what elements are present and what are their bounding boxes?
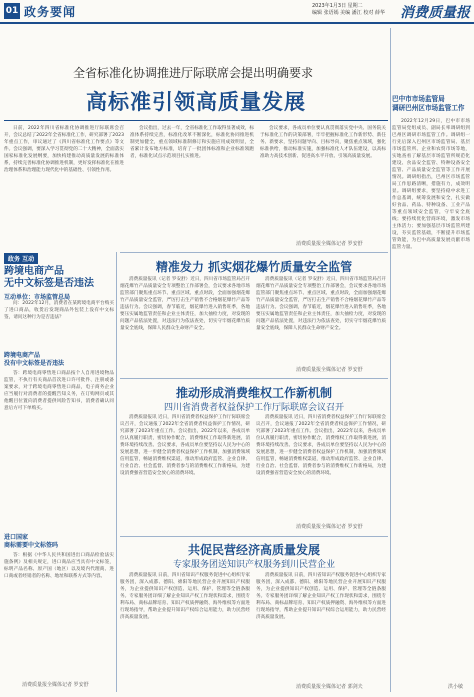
lede-headline: 高标准引领高质量发展 bbox=[86, 89, 306, 114]
story-4-paragraph: 消费质量报讯 日前，四川省知识产权服务促进中心组织专家服务团，深入成都、德阳、绵阳等地民营企业开展知识产权服务，为企业提供知识产权创造、运用、保护、管理等全链条服务。专家服务团详细了解企业知识产权工作现状和需求，围绕专利布局、商标品牌培育、知识产权质押融资、海外维权等方面进行现场指导，帮助企业提升知识产权综合运用能力，助力民营经济高质量发展。 bbox=[256, 573, 386, 620]
sidebar-headline: 跨境电商产品 无中文标签是否违法 bbox=[4, 266, 94, 289]
story-3-paragraph: 消费质量报讯 近日，四川省消费者权益保护工作厅际联席会议召开，会议通报了2022年全省消费者权益保护工作情况，研究部署了2023年重点工作。会议指出，2022年以来，各成员单位认真履行职责，密切协作配合，消费维权工作取得新进展，消费环境持续改善。会议要求，各成员单位要坚持以人民为中心的发展思想，进一步健全消费者权益保护工作机制，加强消费领域信用监管，畅通消费维权渠道，推动形成政府监管、企业自律、行业自治、社会监督、消费者参与的消费维权工作新格局，为建设消费强省营造安全放心的消费环境。 bbox=[256, 415, 386, 476]
lede-paragraph: 会议要求，各成员单位要认真贯彻落实党中央、国务院关于标准化工作的决策部署，牢牢把握标准化工作新形势、新任务、新要求，坚持问题导向、目标导向，聚焦重点领域，强化标准供给，推动标准实施，加强标准化人才队伍建设，以高标准助力高技术创新、促进高水平开放、引领高质量发展。 bbox=[260, 126, 386, 159]
story-3-paragraph: 消费质量报讯 近日，四川省消费者权益保护工作厅际联席会议召开，会议通报了2022年全省消费者权益保护工作情况，研究部署了2023年重点工作。会议指出，2022年以来，各成员单位认真履行职责，密切协作配合，消费维权工作取得新进展，消费环境持续改善。会议要求，各成员单位要坚持以人民为中心的发展思想，进一步健全消费者权益保护工作机制，加强消费领域信用监管，畅通消费维权渠道，推动形成政府监管、企业自律、行业自治、社会监督、消费者参与的消费维权工作新格局，为建设消费强省营造安全放心的消费环境。 bbox=[120, 415, 250, 476]
story-4-byline: 消费质量报全媒体记者 郭剑夫 bbox=[296, 684, 363, 690]
sidebar-byline: 消费质量报全媒体记者 罗安舒 bbox=[22, 682, 89, 688]
sidebar-body-1 bbox=[4, 300, 114, 350]
lede-body-col-2 bbox=[130, 125, 254, 245]
page-number: 01 bbox=[4, 3, 20, 19]
sidebar-paragraph: 问：2022年12月，消费者在某跨境电商平台购买了进口商品，收货后发现商品外包装上没有中文标签，请问这种行为是否违法？ bbox=[4, 301, 114, 320]
story-2-headline: 精准发力 抓实烟花爆竹质量安全监管 bbox=[155, 260, 353, 274]
story-3-body-col-2 bbox=[256, 414, 386, 520]
sidebar-divider bbox=[116, 252, 117, 692]
story-4-headline: 共促民营经济高质量发展 bbox=[187, 543, 320, 557]
story-3-headline: 推动形成消费维权工作新机制 bbox=[175, 386, 332, 400]
right-column-headline: 巴中市市场监管局 调研巴州区市场监管工作 bbox=[392, 95, 465, 112]
story-2-byline: 消费质量报全媒体记者 罗安舒 bbox=[296, 367, 363, 373]
sidebar-body-3 bbox=[4, 552, 114, 676]
right-column-byline: 洪小敏 bbox=[448, 684, 464, 690]
sidebar-paragraph: 答：跨境电商零售进口商品按个人自用进境物品监管，不执行有关商品首次进口许可批件、注册或备案要求，对于跨境电商零售进口商品，电子商务企业应当履行对消费者的提醒告知义务，在订购网页或其他醒目位置向消费者提供风险告知书，消费者确认同意后方可下单购买。 bbox=[4, 371, 114, 411]
sidebar-paragraph: 答：根据《中华人民共和国进出口商品检验法实施条例》及相关规定，进口商品应当具有中文标签，标明产品名称、原产国（地区）以及境内代理商、进口商或者经销者的名称、地址和联系方式等内容。 bbox=[4, 553, 114, 579]
story-4-subhead: 专家服务团送知识产权服务到川民营企业 bbox=[172, 560, 335, 570]
story-2-body-col-2 bbox=[256, 276, 386, 362]
lede-rule bbox=[4, 120, 388, 121]
lede-paragraph: 会议指出，过去一年，全省标准化工作取得显著成效，标准体系持续完善，标准化改革不断深化，标准化协同推进机制更加健全，重点领域标准制修订和实施应用成效明显，全省累计发布地方标准，培育了一批团体标准和企业标准领跑者，标准化试点示范项目扎实推进。 bbox=[130, 126, 254, 159]
story-3-byline: 消费质量报全媒体记者 罗安舒 bbox=[296, 524, 363, 530]
story-3-rule bbox=[120, 378, 388, 379]
story-4-body-col-2 bbox=[256, 572, 386, 680]
story-2-paragraph: 消费质量报讯（记者 罗安舒）近日，四川省市场监管局召开烟花爆竹产品质量安全专项整治工作部署会，会议要求各地市场监管部门聚焦重点环节、重点区域、重点时段，全面加强烟花爆竹产品质量安全监管，严厉打击生产销售不合格烟花爆竹产品等违法行为。会议强调，春节临近，烟花爆竹进入销售旺季，各地要压实属地监管责任和企业主体责任，加大抽检力度，对发现的问题产品依法处置，对违法行为依法查处，切实守牢烟花爆竹质量安全底线，保障人民群众生命财产安全。 bbox=[120, 277, 250, 331]
right-column-body bbox=[392, 118, 470, 678]
right-column-divider bbox=[390, 28, 391, 692]
sidebar-subhead-1: 跨境电商产品 没有中文标签是否违法 bbox=[4, 352, 65, 367]
story-2-rule bbox=[120, 252, 388, 253]
story-2-paragraph: 消费质量报讯（记者 罗安舒）近日，四川省市场监管局召开烟花爆竹产品质量安全专项整治工作部署会，会议要求各地市场监管部门聚焦重点环节、重点区域、重点时段，全面加强烟花爆竹产品质量安全监管，严厉打击生产销售不合格烟花爆竹产品等违法行为。会议强调，春节临近，烟花爆竹进入销售旺季，各地要压实属地监管责任和企业主体责任，加大抽检力度，对发现的问题产品依法处置，对违法行为依法查处，切实守牢烟花爆竹质量安全底线，保障人民群众生命财产安全。 bbox=[256, 277, 386, 331]
sidebar-body-2 bbox=[4, 370, 114, 530]
sidebar-subhead-2: 进口国家 商标需要中文标签吗 bbox=[4, 534, 59, 549]
lede-byline: 消费质量报全媒体记者 罗安舒 bbox=[296, 241, 363, 247]
sidebar-source: 互动单位：市场监管总局 bbox=[4, 294, 71, 301]
story-3-body-col-1 bbox=[120, 414, 250, 530]
lede-body-col-1 bbox=[4, 125, 124, 245]
story-4-body-col-1 bbox=[120, 572, 250, 690]
story-2-body-col-1 bbox=[120, 276, 250, 372]
masthead bbox=[0, 0, 474, 24]
right-column-paragraph: 2022年12月29日，巴中市市场监管局党组成员、副局长率调研组到巴州区调研市场监管工作。调研组一行先后深入巴州区市场监管局、基层市场监管所、企业和农贸市场等地，实地查看了解基层市场监管所规范化建设、食品安全监管、特种设备安全监管、产品质量安全监管等工作开展情况。调研组指出，巴州区市场监管局工作思路清晰，措施有力，成效明显。调研组要求，要坚持稳中求进工作总基调，统筹发展和安全，扎实做好食品、药品、特种设备、工业产品等重点领域安全监管，守牢安全底线；要持续优化营商环境，激发市场主体活力；要加强基层市场监管所建设，夯实监管基础，不断提升市场监管效能，为巴中高质量发展贡献市场监管力量。 bbox=[392, 119, 470, 250]
section-title: 政务要闻 bbox=[24, 5, 77, 19]
edition-info: 2023年1月3日 星期二 编辑 张语嫣 美编 潘江 校对 薛华 bbox=[312, 3, 385, 16]
sidebar-tag: 政务 互动 bbox=[4, 253, 38, 264]
story-3-subhead: 四川省消费者权益保护工作厅际联席会议召开 bbox=[163, 403, 344, 413]
story-4-rule bbox=[120, 536, 388, 537]
lede-body-col-3 bbox=[260, 125, 386, 237]
lede-paragraph: 日前，2022年四川省标准化协调推进厅际联席会召开，会议总结了2022年全省标准化工作，研究部署了2023年重点工作，审议通过了《四川省标准化工作要点》等文件。会议强调，要深入学习贯彻党的二十大精神，全面落实国家标准化发展纲要，加快构建推动高质量发展的标准体系，持续完善标准化协调推进机制，更好发挥标准化在推进治理体系和治理能力现代化中的基础性、引领性作用。 bbox=[4, 126, 124, 173]
lede-kicker: 全省标准化协调推进厅际联席会提出明确要求 bbox=[72, 66, 313, 80]
newspaper-brand: 消费质量报 bbox=[400, 5, 470, 21]
story-4-paragraph: 消费质量报讯 日前，四川省知识产权服务促进中心组织专家服务团，深入成都、德阳、绵阳等地民营企业开展知识产权服务，为企业提供知识产权创造、运用、保护、管理等全链条服务。专家服务团详细了解企业知识产权工作现状和需求，围绕专利布局、商标品牌培育、知识产权质押融资、海外维权等方面进行现场指导，帮助企业提升知识产权综合运用能力，助力民营经济高质量发展。 bbox=[120, 573, 250, 620]
